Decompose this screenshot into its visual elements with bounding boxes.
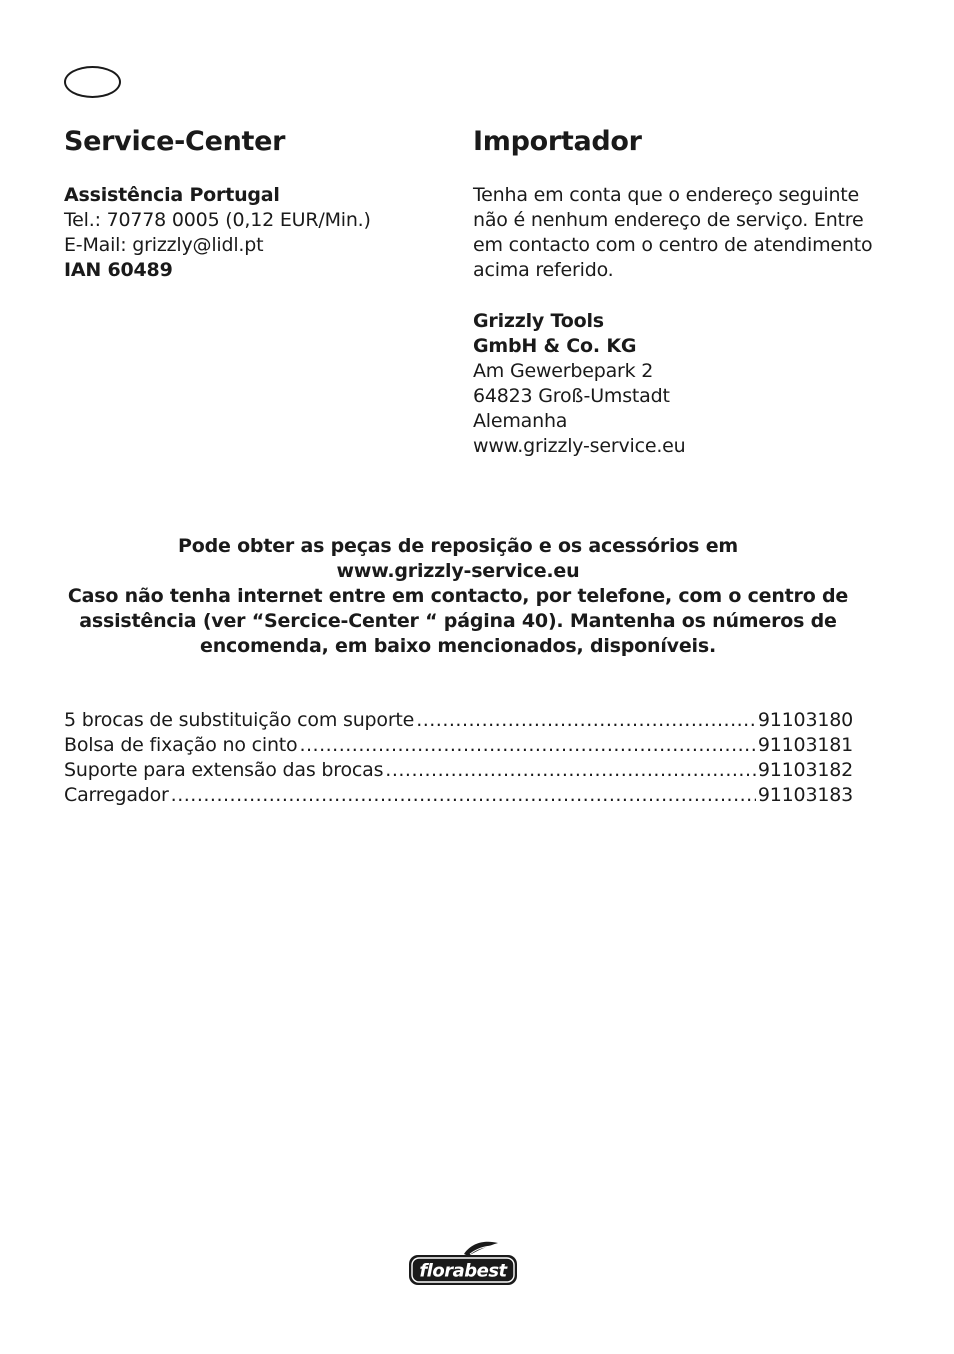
importer-note-line: não é nenhum endereço de serviço. Entre bbox=[473, 209, 864, 231]
spare-parts-list bbox=[64, 708, 853, 808]
importer-city: 64823 Groß-Umstadt bbox=[473, 385, 670, 407]
part-name: Bolsa de fixação no cinto bbox=[64, 734, 298, 756]
notice-line: Caso não tenha internet entre em contacto, por telefone, com o centro de bbox=[67, 585, 849, 607]
list-item bbox=[64, 733, 853, 758]
part-code: 91103182 bbox=[757, 759, 853, 781]
part-name: Carregador bbox=[64, 784, 169, 806]
service-center-block bbox=[64, 183, 434, 283]
dot-leader bbox=[385, 758, 756, 783]
importer-website: www.grizzly-service.eu bbox=[473, 435, 686, 457]
logo-leaf-shape bbox=[464, 1242, 498, 1256]
service-center-email: E-Mail: grizzly@lidl.pt bbox=[64, 234, 264, 256]
part-code: 91103180 bbox=[757, 709, 853, 731]
importer-country: Alemanha bbox=[473, 410, 568, 432]
importer-block bbox=[473, 183, 873, 459]
list-item bbox=[64, 708, 853, 733]
part-name: 5 brocas de substituição com suporte bbox=[64, 709, 415, 731]
service-center-ian: IAN 60489 bbox=[64, 259, 173, 281]
part-name: Suporte para extensão das brocas bbox=[64, 759, 384, 781]
service-center-name: Assistência Portugal bbox=[64, 184, 280, 206]
importer-note-line: Tenha em conta que o endereço seguinte bbox=[473, 184, 860, 206]
dot-leader bbox=[299, 733, 755, 758]
importer-note-line: em contacto com o centro de atendimento bbox=[473, 234, 873, 256]
language-oval-marker bbox=[64, 66, 121, 98]
importer-company-line2: GmbH & Co. KG bbox=[473, 335, 637, 357]
florabest-logo bbox=[406, 1240, 520, 1290]
notice-line: encomenda, em baixo mencionados, disponíveis. bbox=[200, 635, 716, 657]
importer-street: Am Gewerbepark 2 bbox=[473, 360, 654, 382]
service-center-heading: Service-Center bbox=[64, 126, 286, 157]
spacer bbox=[473, 283, 873, 309]
logo-text: florabest bbox=[419, 1260, 507, 1282]
notice-line: Pode obter as peças de reposição e os acessórios em bbox=[178, 535, 738, 557]
service-center-phone: Tel.: 70778 0005 (0,12 EUR/Min.) bbox=[64, 209, 371, 231]
importer-heading: Importador bbox=[473, 126, 642, 157]
spare-parts-notice bbox=[54, 534, 862, 659]
notice-line: www.grizzly-service.eu bbox=[336, 560, 580, 582]
part-code: 91103183 bbox=[757, 784, 853, 806]
list-item bbox=[64, 758, 853, 783]
part-code: 91103181 bbox=[757, 734, 853, 756]
list-item bbox=[64, 783, 853, 808]
notice-line: assistência (ver “Sercice-Center “ página 40). Mantenha os números de bbox=[79, 610, 837, 632]
dot-leader bbox=[171, 783, 756, 808]
importer-company-line1: Grizzly Tools bbox=[473, 310, 604, 332]
dot-leader bbox=[416, 708, 756, 733]
importer-note-line: acima referido. bbox=[473, 259, 614, 281]
